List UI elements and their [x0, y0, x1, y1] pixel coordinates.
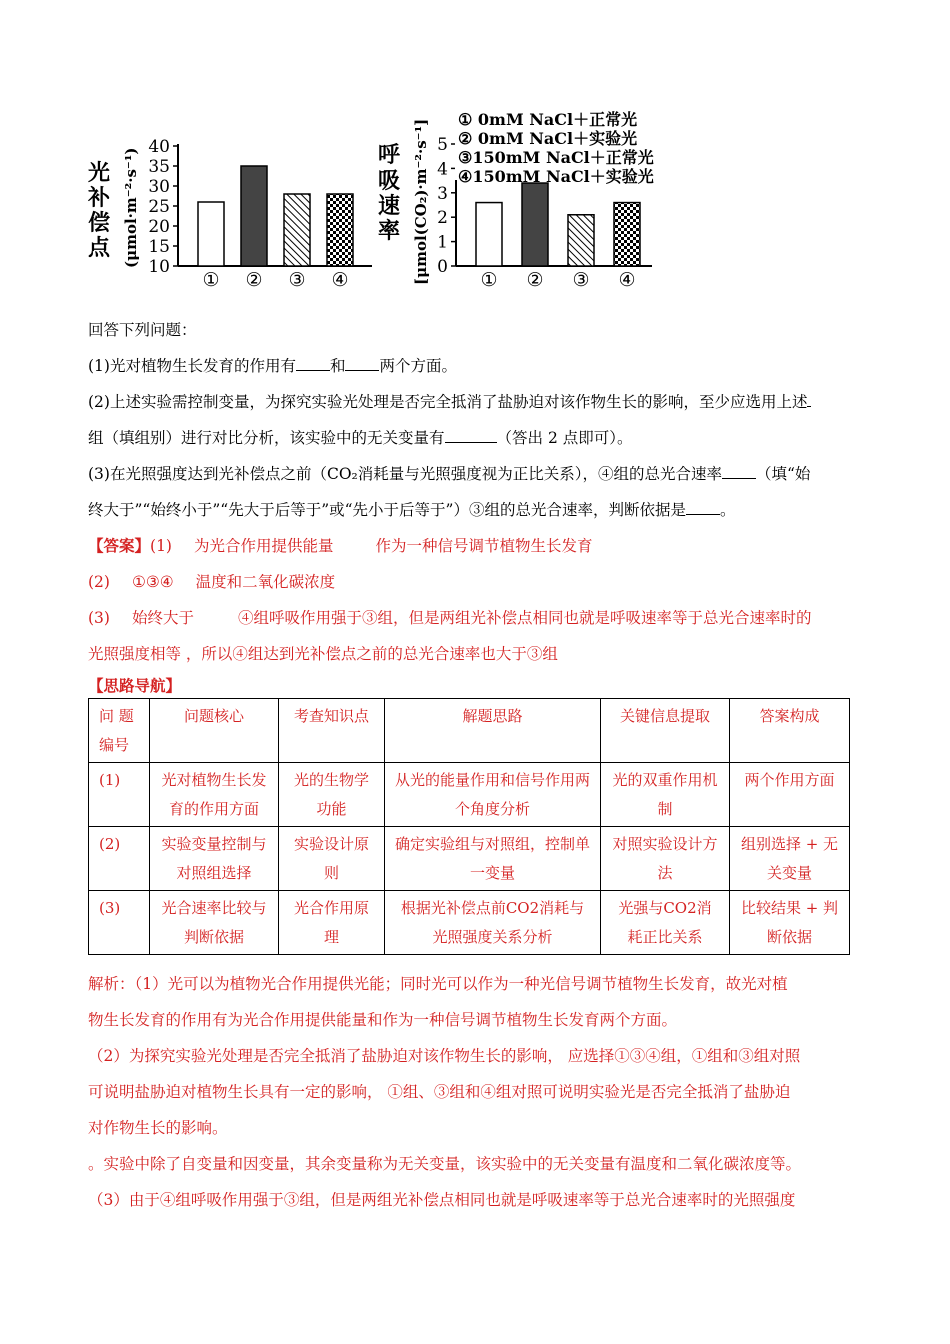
bar [522, 183, 548, 266]
x-tick-label: ① [202, 269, 220, 291]
x-tick-label: ③ [572, 269, 590, 291]
right-ylabel-char: 率 [378, 218, 401, 244]
answer-2-part-2: 温度和二氧化碳浓度 [195, 573, 336, 591]
x-tick-label: ④ [331, 269, 349, 291]
table-row [89, 763, 850, 827]
right-ylabel-char: 速 [378, 193, 401, 219]
y-tick-label: 3 [437, 183, 448, 204]
table-row [89, 827, 850, 891]
table-cell: 光合速率比较与判断依据 [150, 891, 279, 955]
y-tick-label: 20 [148, 217, 170, 237]
table-cell: (1) [89, 763, 150, 827]
answer-3-part-1: 始终大于 [131, 609, 194, 627]
bar [241, 166, 267, 266]
table-cell: 光对植物生长发育的作用方面 [150, 763, 279, 827]
table-cell: 实验设计原则 [279, 827, 385, 891]
table-cell: (2) [89, 827, 150, 891]
analysis-line: （3）由于④组呼吸作用强于③组，但是两组光补偿点相同也就是呼吸速率等于总光合速率时的光照强度 [88, 1191, 796, 1209]
legend-entry: ② 0mM NaCl＋实验光 [458, 129, 638, 148]
table-header-cell: 答案构成 [730, 699, 850, 763]
table-header-cell: 解题思路 [385, 699, 601, 763]
q3-text-2b: 。 [719, 501, 736, 519]
answer-blank [807, 392, 811, 407]
left-ylabel-char: 光 [88, 160, 111, 186]
bar-charts [0, 0, 950, 310]
x-tick-label: ④ [618, 269, 636, 291]
x-tick-label: ① [480, 269, 498, 291]
table-header-cell: 问题核心 [150, 699, 279, 763]
answer-blank [345, 356, 379, 371]
left-chart [148, 137, 372, 291]
table-cell: 从光的能量作用和信号作用两个角度分析 [385, 763, 601, 827]
answer-3-num: (3) [88, 609, 110, 627]
answer-line-4: 光照强度相等 ，所以④组达到光补偿点之前的总光合速率也大于③组 [88, 645, 558, 663]
left-ylabel-unit: (μmol·m⁻²·s⁻¹) [122, 147, 140, 268]
table-cell: 确定实验组与对照组，控制单一变量 [385, 827, 601, 891]
y-tick-label: 40 [148, 137, 170, 157]
questions-intro: 回答下列问题： [88, 321, 197, 339]
q1-text-a: (1)光对植物生长发育的作用有 [88, 357, 296, 375]
table-cell: 光的生物学功能 [279, 763, 385, 827]
bar [198, 202, 224, 266]
y-tick-label: 0 [437, 257, 448, 277]
analysis-line: 物生长发育的作用有为光合作用提供能量和作为一种信号调节植物生长发育两个方面。 [88, 1011, 678, 1029]
bar [476, 203, 502, 266]
q3-text-1b: （填“始 [756, 465, 811, 483]
table-cell: 对照实验设计方法 [601, 827, 730, 891]
table-header-row [89, 699, 850, 763]
answer-label: 【答案】 [88, 536, 151, 555]
analysis-line: 可说明盐胁迫对植物生长具有一定的影响， ①组、③组和④组对照可说明实验光是否完全抵消了盐胁迫 [88, 1083, 791, 1101]
y-tick-label: 1 [437, 232, 448, 253]
right-ylabel [378, 142, 401, 244]
right-ylabel-unit: [μmol(CO₂)·m⁻²·s⁻¹] [412, 118, 430, 285]
q3-text-1a: (3)在光照强度达到光补偿点之前（CO₂消耗量与光照强度视为正比关系），④组的总光合速率 [88, 465, 722, 483]
guide-label: 【思路导航】 [88, 676, 182, 695]
analysis-line: 解析：（1）光可以为植物光合作用提供光能；同时光可以作为一种光信号调节植物生长发育，故光对植 [88, 975, 788, 993]
y-tick-label: 4 [437, 159, 448, 180]
bar [327, 194, 353, 266]
question-1 [88, 348, 863, 384]
q2-text-2b: （答出 2 点即可）。 [496, 429, 633, 447]
answer-blank [296, 356, 330, 371]
chart-legend [455, 110, 654, 186]
q2-text-1: (2)上述实验需控制变量，为探究实验光处理是否完全抵消了盐胁迫对该作物生长的影响，至少应选用上述 [88, 393, 808, 411]
y-tick-label: 5 [437, 135, 448, 155]
analysis-line: （2）为探究实验光处理是否完全抵消了盐胁迫对该作物生长的影响， 应选择①③④组，①组和③组对照 [88, 1047, 801, 1065]
legend-entry: ① 0mM NaCl＋正常光 [458, 110, 638, 129]
table-cell: 光的双重作用机制 [601, 763, 730, 827]
left-ylabel-char: 补 [88, 185, 111, 211]
bar [284, 194, 310, 266]
answer-1-num: (1) [150, 537, 172, 555]
table-row [89, 891, 850, 955]
table-cell: (3) [89, 891, 150, 955]
table-cell: 组别选择 + 无关变量 [730, 827, 850, 891]
guide-table [88, 698, 850, 955]
table-cell: 光合作用原理 [279, 891, 385, 955]
q1-text-b: 和 [329, 357, 346, 375]
answer-blank [722, 464, 756, 479]
question-2-line-2 [88, 420, 863, 456]
legend-entry: ④150mM NaCl＋实验光 [458, 167, 654, 186]
x-tick-label: ② [526, 269, 544, 291]
question-3-line-1 [88, 456, 863, 492]
answer-line-1 [88, 528, 863, 564]
answer-line-2 [88, 564, 863, 600]
q1-text-c: 两个方面。 [379, 357, 457, 375]
y-tick-label: 30 [148, 177, 170, 197]
y-tick-label: 25 [148, 197, 170, 217]
table-header-cell: 考查知识点 [279, 699, 385, 763]
right-ylabel-char: 吸 [378, 168, 401, 194]
table-header-cell: 问 题编号 [89, 699, 150, 763]
answer-line-3 [88, 600, 863, 636]
left-ylabel-char: 点 [88, 235, 111, 261]
table-header-cell: 关键信息提取 [601, 699, 730, 763]
question-2-line-1 [88, 384, 863, 420]
answer-2-part-1: ①③④ [131, 573, 174, 591]
answer-3-part-2: ④组呼吸作用强于③组，但是两组光补偿点相同也就是呼吸速率等于总光合速率时的 [237, 609, 812, 627]
answer-2-num: (2) [88, 573, 110, 591]
table-cell: 光强与CO2消耗正比关系 [601, 891, 730, 955]
answer-blank [686, 500, 720, 515]
q2-text-2a: 组（填组别）进行对比分析，该实验中的无关变量有 [88, 429, 445, 447]
right-ylabel-char: 呼 [378, 142, 401, 168]
bar [568, 215, 594, 266]
y-tick-label: 10 [148, 257, 170, 277]
table-cell: 比较结果 + 判断依据 [730, 891, 850, 955]
table-cell: 根据光补偿点前CO2消耗与光照强度关系分析 [385, 891, 601, 955]
answer-1-part-1: 为光合作用提供能量 [193, 537, 334, 555]
bar [614, 203, 640, 266]
analysis-line: 。实验中除了自变量和因变量，其余变量称为无关变量，该实验中的无关变量有温度和二氧化碳浓度等。 [88, 1155, 802, 1173]
legend-entry: ③150mM NaCl＋正常光 [458, 148, 654, 167]
answer-blank [445, 428, 497, 443]
answer-1-part-2: 作为一种信号调节植物生长发育 [375, 537, 593, 555]
table-cell: 两个作用方面 [730, 763, 850, 827]
x-tick-label: ② [245, 269, 263, 291]
question-3-line-2 [88, 492, 863, 528]
table-cell: 实验变量控制与对照组选择 [150, 827, 279, 891]
analysis-line: 对作物生长的影响。 [88, 1119, 228, 1137]
y-tick-label: 15 [148, 237, 170, 257]
y-tick-label: 2 [437, 208, 448, 229]
x-tick-label: ③ [288, 269, 306, 291]
q3-text-2a: 终大于”“始终小于”“先大于后等于”或“先小于后等于”）③组的总光合速率，判断依据是 [88, 501, 686, 519]
left-ylabel [87, 160, 111, 261]
left-ylabel-char: 偿 [88, 210, 111, 236]
y-tick-label: 35 [148, 157, 170, 177]
